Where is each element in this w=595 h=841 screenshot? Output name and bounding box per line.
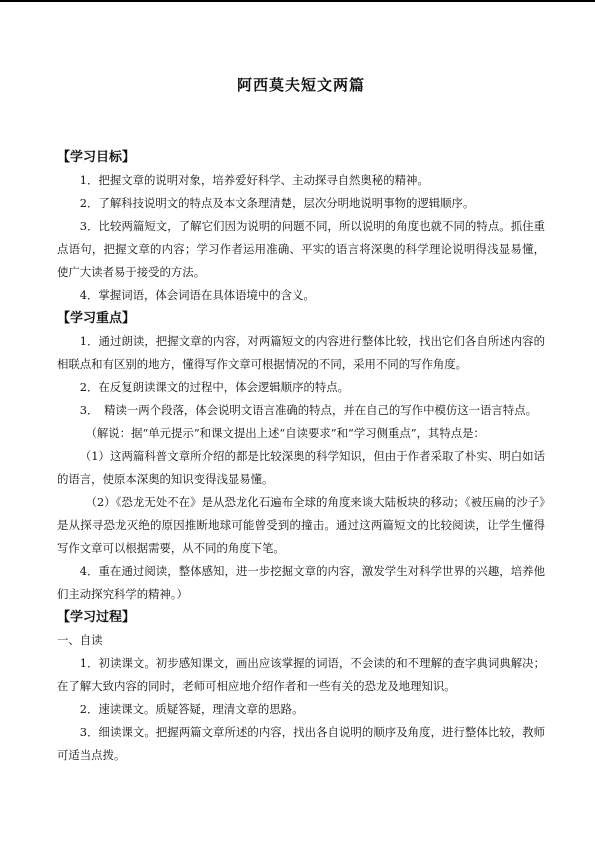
paragraph: （解说：据“单元提示”和课文提出上述“自读要求”和“学习侧重点”，其特点是： [85, 426, 485, 440]
paragraph: 2．速读课文。质疑答疑，理清文章的思路。 [79, 702, 304, 716]
paragraph: 1．把握文章的说明对象，培养爱好科学、主动探寻自然奥秘的精神。 [79, 173, 429, 187]
section-key-points [57, 307, 545, 606]
paragraph: 1．初读课文。初步感知课文，画出应该掌握的词语，不会读的和不理解的查字典词典解决；在了解大致内容的同时，老师可相应地介绍作者和一些有关的恐龙及地理知识。 [57, 656, 545, 693]
document-title: 阿西莫夫短文两篇 [236, 76, 365, 94]
document-page [57, 72, 545, 767]
section-heading: 【学习目标】 [57, 150, 136, 165]
paragraph: （1）这两篇科普文章所介绍的都是比较深奥的科学知识，但由于作者采取了朴实、明白如话的语言，使原本深奥的知识变得浅显易懂。 [57, 449, 545, 486]
section-heading: 【学习过程】 [57, 610, 136, 625]
paragraph: 3．比较两篇短文，了解它们因为说明的问题不同，所以说明的角度也就不同的特点。抓住重点语句，把握文章的内容；学习作者运用准确、平实的语言将深奥的科学理论说明得浅显易懂，使广大读者易于接受的方法。 [57, 219, 545, 279]
paragraph: 4．掌握词语，体会词语在具体语境中的含义。 [79, 288, 315, 302]
top-rule [0, 0, 595, 2]
paragraph: 3．细读课文。把握两篇文章所述的内容，找出各自说明的顺序及角度，进行整体比较，教师可适当点拨。 [57, 725, 545, 762]
paragraph: 2．在反复朗读课文的过程中，体会逻辑顺序的特点。 [79, 380, 350, 394]
section-learning-goals [57, 146, 545, 307]
paragraph: （2）《恐龙无处不在》是从恐龙化石遍布全球的角度来谈大陆板块的移动；《被压扁的沙子》是从探寻恐龙灭绝的原因推断地球可能曾受到的撞击。通过这两篇短文的比较阅读，让学生懂得写作文章可以根据需要，从不同的角度下笔。 [57, 495, 545, 555]
section-learning-process [57, 606, 545, 767]
section-heading: 【学习重点】 [57, 311, 136, 326]
paragraph: 2．了解科技说明文的特点及本文条理清楚，层次分明地说明事物的逻辑顺序。 [79, 196, 475, 210]
subsection-heading: 一、自读 [57, 633, 103, 647]
paragraph: 3． 精读一两个段落，体会说明文语言准确的特点，并在自己的写作中模仿这一语言特点。 [79, 403, 537, 417]
paragraph: 1．通过朗读，把握文章的内容，对两篇短文的内容进行整体比较，找出它们各自所述内容的相联点和有区别的地方，懂得写作文章可根据情况的不同，采用不同的写作角度。 [57, 334, 545, 371]
paragraph: 4．重在通过阅读，整体感知，进一步挖掘文章的内容，激发学生对科学世界的兴趣，培养他们主动探究科学的精神。） [57, 564, 545, 601]
